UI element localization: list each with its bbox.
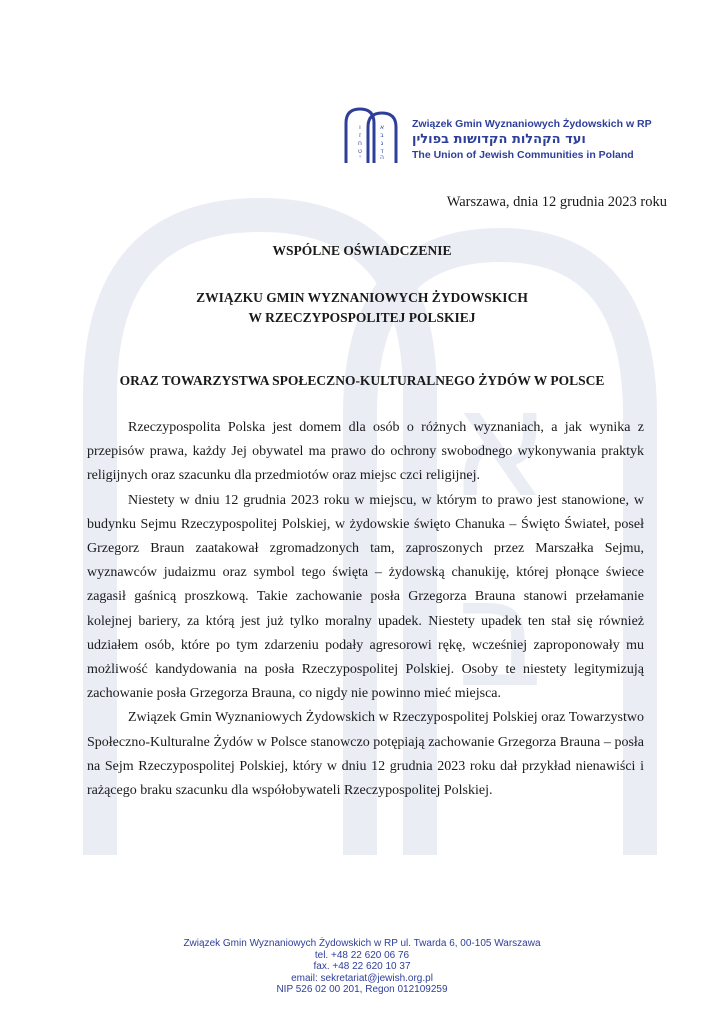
body-paragraph: Niestety w dniu 12 grudnia 2023 roku w miejscu, w którym to prawo jest stanowione, w budynku Sejmu Rzeczypospolitej Polskiej, w żydowskie święto Chanuka – Święto Świateł, poseł Grzegorz Braun zaatakował zgromadzonych tam, zaproszonych przez Marszałka Sejmu, wyznawców judaizmu oraz symbol tego święta – żydowską chanukiję, której płonące świece zagasił gaśnicą proszkową. Takie zachowanie posła Grzegorza Brauna stanowi przełamanie kolejnej bariery, za którą jest już tylko moralny upadek. Niestety upadek ten stał się również udziałem osób, które po tym zdarzeniu podały agresorowi rękę, wcześniej zaproponowały mu możliwość kandydowania na posła Rzeczypospolitej Polskiej. Osoby te niestety legitymizują zachowanie posła Grzegorza Brauna, co nigdy nie powinno mieć miejsca. xyxy=(87,492,644,702)
footer-email: email: sekretariat@jewish.org.pl xyxy=(291,972,433,984)
party-two-heading: ORAZ TOWARZYSTWA SPOŁECZNO-KULTURALNEGO ŻYDÓW W POLSCE xyxy=(119,373,605,388)
footer-registry: NIP 526 02 00 201, Regon 012109259 xyxy=(276,984,448,995)
svg-text:א: א xyxy=(449,357,551,531)
svg-text:ט: ט xyxy=(358,148,362,155)
footer-address: Związek Gmin Wyznaniowych Żydowskich w RP ul. Twarda 6, 00-105 Warszawa xyxy=(183,938,541,949)
body-paragraph: Rzeczypospolita Polska jest domem dla osób o różnych wyznaniach, a jak wynika z przepisów prawa, każdy Jej obywatel ma prawo do ochrony swobodnego wykonywania praktyk religijnych oraz szacunku dla przedmiotów oraz miejsc czci religijnej. xyxy=(87,420,644,484)
org-name-polish: Związek Gmin Wyznaniowych Żydowskich w RP xyxy=(412,118,652,130)
svg-text:ו: ו xyxy=(359,124,361,131)
footer-contact xyxy=(0,938,724,996)
footer-fax: fax. +48 22 620 10 37 xyxy=(313,961,411,972)
organization-header xyxy=(412,118,652,162)
org-name-english: The Union of Jewish Communities in Poland xyxy=(412,149,634,161)
org-name-hebrew: ועד הקהלות הקדושות בפולין xyxy=(412,132,586,147)
tablets-of-the-law-icon xyxy=(338,101,408,165)
party-one-heading xyxy=(0,288,724,328)
svg-text:י: י xyxy=(359,154,361,161)
svg-text:ב: ב xyxy=(456,547,544,721)
body-paragraph: Związek Gmin Wyznaniowych Żydowskich w Rzeczypospolitej Polskiej oraz Towarzystwo Społeczno-Kulturalne Żydów w Polsce stanowczo potępiają zachowanie Grzegorza Brauna – posła na Sejm Rzeczypospolitej Polskiej, który w dniu 12 grudnia 2023 roku dał przykład nienawiści i rażącego braku szacunku dla współobywateli Rzeczypospolitej Polskiej. xyxy=(87,710,644,799)
svg-text:ח: ח xyxy=(358,140,362,147)
svg-text:ד: ד xyxy=(380,148,384,155)
party-one-line-2: W RZECZYPOSPOLITEJ POLSKIEJ xyxy=(248,310,476,325)
footer-tel: tel. +48 22 620 06 76 xyxy=(314,949,410,961)
svg-text:ז: ז xyxy=(358,132,362,139)
svg-text:א: א xyxy=(379,124,385,131)
svg-text:ג: ג xyxy=(380,140,384,147)
statement-body xyxy=(87,416,644,803)
party-one-line-1: ZWIĄZKU GMIN WYZNANIOWYCH ŻYDOWSKICH xyxy=(196,290,528,305)
statement-title: WSPÓLNE OŚWIADCZENIE xyxy=(272,243,452,258)
svg-text:ב: ב xyxy=(380,132,384,139)
svg-text:ה: ה xyxy=(380,154,384,161)
place-and-date: Warszawa, dnia 12 grudnia 2023 roku xyxy=(446,194,667,210)
